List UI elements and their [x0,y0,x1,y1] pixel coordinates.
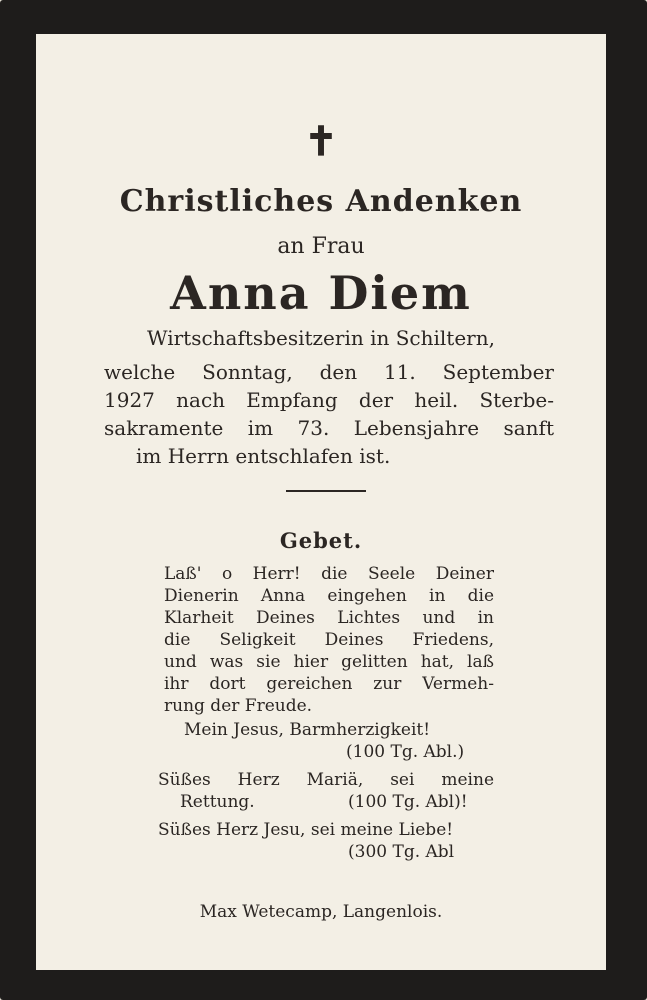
indulgence-1: (100 Tg. Abl.) [346,742,465,762]
body-line: sakramente im 73. Lebensjahre sanft [104,416,554,440]
indulgence-3: (300 Tg. Abl [348,842,455,862]
invocation-2: Süßes Herz Mariä, sei meine [158,770,494,790]
invocation-1: Mein Jesus, Barmherzigkeit! [184,720,431,740]
card-paper [36,34,606,970]
prayer-line: Dienerin Anna eingehen in die [164,586,494,606]
prayer-title: Gebet. [279,528,363,553]
body-line: welche Sonntag, den 11. September [104,360,554,384]
dedication-line: an Frau [277,234,365,259]
prayer-line: rung der Freude. [164,696,313,716]
invocation-2-cont: Rettung. [180,792,255,812]
divider [286,490,366,492]
prayer-line: Laß' o Herr! die Seele Deiner [164,564,494,584]
deceased-name: Anna Diem [170,266,472,320]
prayer-line: und was sie hier gelitten hat, laß [164,652,494,672]
prayer-line: Klarheit Deines Lichtes und in [164,608,494,628]
card-heading: Christliches Andenken [119,184,523,219]
printer-credit: Max Wetecamp, Langenlois. [199,902,443,922]
invocation-3: Süßes Herz Jesu, sei meine Liebe! [158,820,454,840]
cross-icon: ✝ [304,118,338,165]
occupation-line: Wirtschaftsbesitzerin in Schiltern, [147,326,495,350]
prayer-line: die Seligkeit Deines Friedens, [164,630,494,650]
body-line: im Herrn entschlafen ist. [136,444,391,468]
prayer-line: ihr dort gereichen zur Vermeh- [164,674,494,694]
indulgence-2: (100 Tg. Abl)! [348,792,468,812]
body-line: 1927 nach Empfang der heil. Sterbe- [104,388,554,412]
